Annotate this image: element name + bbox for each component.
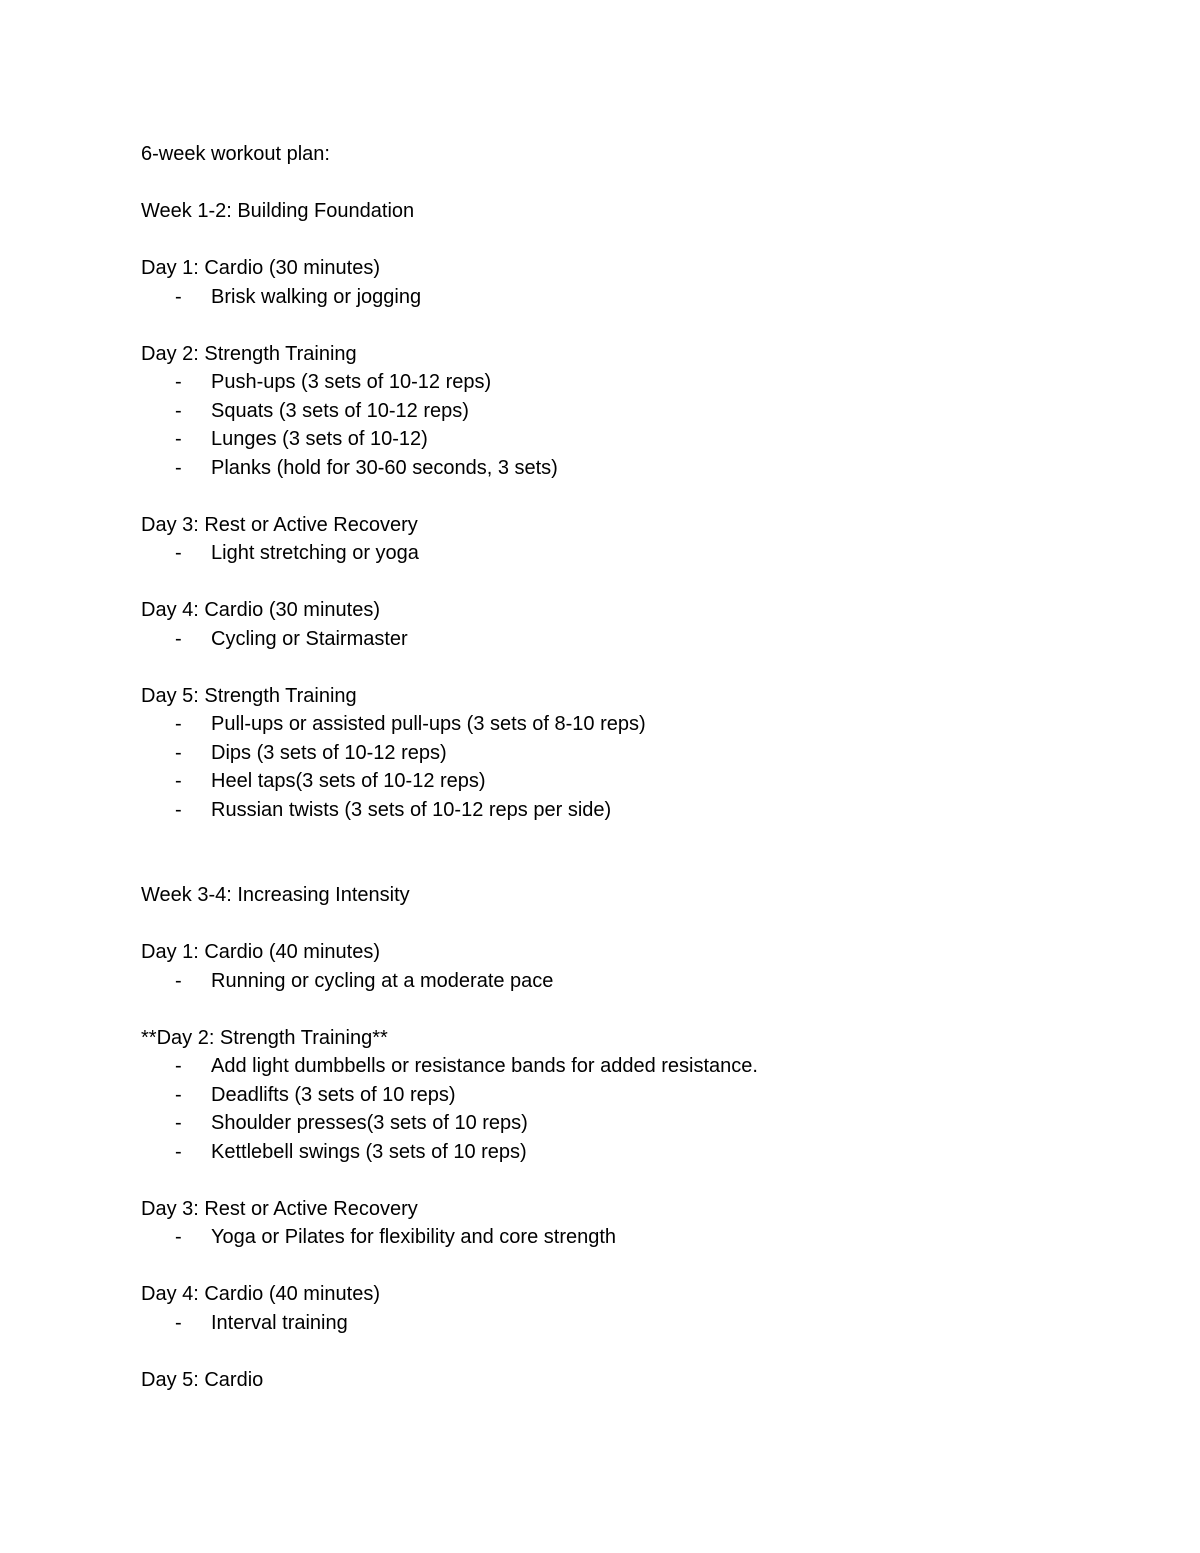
- dash-bullet: -: [175, 713, 182, 735]
- list-item: [141, 796, 1101, 825]
- day-section: [141, 1195, 1101, 1252]
- list-item: [141, 454, 1101, 483]
- spacer: [141, 995, 1101, 1024]
- list-item: [141, 1309, 1101, 1338]
- list-item: [141, 625, 1101, 654]
- dash-bullet: -: [175, 741, 182, 764]
- day-section: [141, 1280, 1101, 1337]
- dash-bullet: -: [175, 770, 182, 792]
- list-item-text: Push-ups (3 sets of 10-12 reps): [211, 371, 492, 393]
- day-section: [141, 1366, 1101, 1395]
- list-item-text: Russian twists (3 sets of 10-12 reps per side): [211, 798, 612, 821]
- list-item-text: Interval training: [211, 1311, 348, 1334]
- day-title: Day 3: Rest or Active Recovery: [141, 513, 418, 536]
- dash-bullet: -: [175, 1226, 182, 1248]
- dash-bullet: -: [175, 1083, 182, 1106]
- dash-bullet: -: [175, 371, 182, 393]
- list-item: [141, 967, 1101, 996]
- day-title: Day 5: Cardio: [141, 1368, 264, 1391]
- list-item: [141, 767, 1101, 796]
- list-item-text: Dips (3 sets of 10-12 reps): [211, 741, 447, 764]
- list-item: [141, 397, 1101, 426]
- spacer: [141, 226, 1101, 255]
- day-section: [141, 596, 1101, 653]
- day-title: Day 1: Cardio (40 minutes): [141, 941, 380, 963]
- day-section: [141, 340, 1101, 483]
- list-item-text: Add light dumbbells or resistance bands for added resistance.: [211, 1055, 758, 1077]
- spacer: [141, 910, 1101, 939]
- list-item: [141, 1138, 1101, 1167]
- list-item-text: Kettlebell swings (3 sets of 10 reps): [211, 1140, 527, 1163]
- day-section: [141, 1024, 1101, 1167]
- list-item: [141, 1109, 1101, 1138]
- list-item-text: Planks (hold for 30-60 seconds, 3 sets): [211, 456, 558, 479]
- dash-bullet: -: [175, 428, 182, 450]
- list-item: [141, 368, 1101, 397]
- day-section: [141, 511, 1101, 568]
- day-title: Day 2: Strength Training: [141, 342, 357, 365]
- spacer: [141, 653, 1101, 682]
- day-section: [141, 254, 1101, 311]
- dash-bullet: -: [175, 798, 182, 821]
- spacer: [141, 1252, 1101, 1281]
- list-item: [141, 425, 1101, 454]
- day-section: [141, 938, 1101, 995]
- dash-bullet: -: [175, 1112, 182, 1134]
- spacer: [141, 824, 1101, 881]
- list-item-text: Heel taps(3 sets of 10-12 reps): [211, 770, 486, 792]
- list-item: [141, 539, 1101, 568]
- document-title: 6-week workout plan:: [141, 143, 330, 165]
- spacer: [141, 1166, 1101, 1195]
- spacer: [141, 169, 1101, 198]
- list-item-text: Brisk walking or jogging: [211, 285, 422, 308]
- dash-bullet: -: [175, 1055, 182, 1077]
- list-item-text: Deadlifts (3 sets of 10 reps): [211, 1083, 456, 1106]
- week-heading: Week 1-2: Building Foundation: [141, 200, 415, 222]
- list-item: [141, 1052, 1101, 1081]
- list-item-text: Shoulder presses(3 sets of 10 reps): [211, 1112, 528, 1134]
- list-item: [141, 283, 1101, 312]
- day-title: Day 1: Cardio (30 minutes): [141, 257, 380, 279]
- dash-bullet: -: [175, 627, 182, 650]
- dash-bullet: -: [175, 1140, 182, 1163]
- day-title: Day 4: Cardio (40 minutes): [141, 1283, 380, 1305]
- dash-bullet: -: [175, 456, 182, 479]
- list-item: [141, 739, 1101, 768]
- list-item-text: Squats (3 sets of 10-12 reps): [211, 399, 469, 422]
- dash-bullet: -: [175, 969, 182, 992]
- dash-bullet: -: [175, 542, 182, 564]
- dash-bullet: -: [175, 399, 182, 422]
- document-body: [141, 140, 1101, 1394]
- list-item-text: Running or cycling at a moderate pace: [211, 969, 554, 992]
- week-heading: Week 3-4: Increasing Intensity: [141, 884, 410, 906]
- spacer: [141, 482, 1101, 511]
- list-item-text: Cycling or Stairmaster: [211, 627, 408, 650]
- day-section: [141, 682, 1101, 825]
- dash-bullet: -: [175, 1311, 182, 1334]
- dash-bullet: -: [175, 285, 182, 308]
- spacer: [141, 568, 1101, 597]
- list-item-text: Pull-ups or assisted pull-ups (3 sets of 8-10 reps): [211, 713, 646, 735]
- list-item-text: Yoga or Pilates for flexibility and core strength: [211, 1226, 617, 1248]
- day-title: Day 5: Strength Training: [141, 684, 357, 707]
- day-title: Day 4: Cardio (30 minutes): [141, 599, 380, 621]
- list-item-text: Lunges (3 sets of 10-12): [211, 428, 428, 450]
- list-item-text: Light stretching or yoga: [211, 542, 419, 564]
- spacer: [141, 1337, 1101, 1366]
- spacer: [141, 311, 1101, 340]
- list-item: [141, 1081, 1101, 1110]
- day-title: **Day 2: Strength Training**: [141, 1026, 388, 1049]
- day-title: Day 3: Rest or Active Recovery: [141, 1197, 418, 1220]
- list-item: [141, 710, 1101, 739]
- list-item: [141, 1223, 1101, 1252]
